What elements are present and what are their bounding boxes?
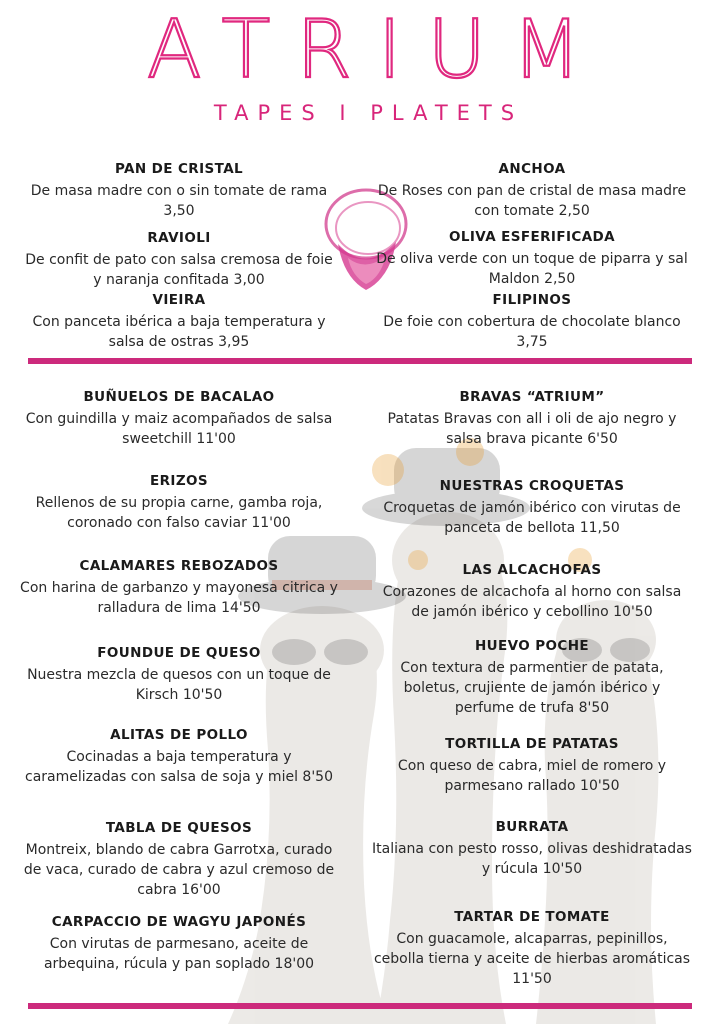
list-item xyxy=(20,557,338,618)
dish-name: BUÑUELOS DE BACALAO xyxy=(83,389,275,405)
section-divider xyxy=(28,358,692,364)
dish-description: Croquetas de jamón ibérico con virutas de panceta de bellota 11,50 xyxy=(383,500,681,536)
dish-name: LAS ALCACHOFAS xyxy=(462,562,602,578)
brand-subtitle: TAPES I PLATETS xyxy=(213,101,524,125)
dish-description: De masa madre con o sin tomate de rama 3,50 xyxy=(30,183,328,219)
dish-name: FOUNDUE DE QUESO xyxy=(97,645,261,661)
footer-divider xyxy=(28,1003,692,1009)
dish-name: ALITAS DE POLLO xyxy=(110,727,248,743)
dish-name: BURRATA xyxy=(495,819,569,835)
dish-name: RAVIOLI xyxy=(147,230,211,246)
dish-description: Con panceta ibérica a baja temperatura y salsa de ostras 3,95 xyxy=(32,314,326,350)
dish-description: De Roses con pan de cristal de masa madre con tomate 2,50 xyxy=(377,183,687,219)
dish-description: Montreix, blando de cabra Garrotxa, curado de vaca, curado de cabra y azul cremoso de cabra 16'00 xyxy=(23,842,335,898)
list-item xyxy=(372,291,692,352)
dish-description: Nuestra mezcla de quesos con un toque de Kirsch 10'50 xyxy=(27,667,331,703)
list-item xyxy=(20,472,338,533)
dish-name: OLIVA ESFERIFICADA xyxy=(448,229,616,245)
dish-description: Corazones de alcachofa al horno con salsa de jamón ibérico y cebollino 10'50 xyxy=(382,584,682,620)
list-item xyxy=(20,388,338,449)
dish-name: CALAMARES REBOZADOS xyxy=(79,558,279,574)
list-item xyxy=(372,908,692,989)
list-item xyxy=(20,644,338,705)
list-item xyxy=(20,726,338,787)
list-item xyxy=(372,160,692,221)
list-item xyxy=(372,477,692,538)
dish-name: HUEVO POCHE xyxy=(474,638,590,654)
brand-title: ATRIUM xyxy=(146,3,608,96)
dish-description: De oliva verde con un toque de piparra y sal Maldon 2,50 xyxy=(376,251,688,287)
list-item xyxy=(372,818,692,879)
dish-name: TORTILLA DE PATATAS xyxy=(445,736,619,752)
list-item xyxy=(20,291,338,352)
list-item xyxy=(372,735,692,796)
dish-description: Con textura de parmentier de patata, boletus, crujiente de jamón ibérico y perfume de trufa 8'50 xyxy=(400,660,664,716)
dish-name: BRAVAS “ATRIUM” xyxy=(459,389,605,405)
dish-name: TARTAR DE TOMATE xyxy=(454,909,610,925)
dish-description: Con virutas de parmesano, aceite de arbequina, rúcula y pan soplado 18'00 xyxy=(43,936,315,972)
list-item xyxy=(20,229,338,290)
dish-name: PAN DE CRISTAL xyxy=(114,161,244,177)
dish-description: Cocinadas a baja temperatura y caramelizadas con salsa de soja y miel 8'50 xyxy=(25,749,333,785)
list-item xyxy=(20,819,338,900)
dish-description: Con harina de garbanzo y mayonesa citrica y ralladura de lima 14'50 xyxy=(20,580,338,616)
dish-name: ANCHOA xyxy=(498,161,566,177)
list-item xyxy=(372,228,692,289)
list-item xyxy=(372,388,692,449)
dish-description: Italiana con pesto rosso, olivas deshidratadas y rúcula 10'50 xyxy=(372,841,692,877)
dish-name: TABLA DE QUESOS xyxy=(105,820,253,836)
dish-name: VIEIRA xyxy=(152,292,206,308)
dish-description: Rellenos de su propia carne, gamba roja, coronado con falso caviar 11'00 xyxy=(35,495,323,531)
dish-name: CARPACCIO DE WAGYU JAPONÉS xyxy=(51,914,307,930)
dish-description: Patatas Bravas con all i oli de ajo negro y salsa brava picante 6'50 xyxy=(387,411,677,447)
dish-description: De foie con cobertura de chocolate blanco 3,75 xyxy=(383,314,681,350)
list-item xyxy=(372,637,692,718)
dish-name: NUESTRAS CROQUETAS xyxy=(439,478,625,494)
list-item xyxy=(20,160,338,221)
list-item xyxy=(20,913,338,974)
dish-description: Con guacamole, alcaparras, pepinillos, cebolla tierna y aceite de hierbas aromáticas 11'50 xyxy=(373,931,691,987)
list-item xyxy=(372,561,692,622)
dish-description: Con queso de cabra, miel de romero y parmesano rallado 10'50 xyxy=(397,758,667,794)
dish-name: ERIZOS xyxy=(149,473,209,489)
dish-description: De confit de pato con salsa cremosa de foie y naranja confitada 3,00 xyxy=(25,252,333,288)
dish-description: Con guindilla y maiz acompañados de salsa sweetchill 11'00 xyxy=(25,411,333,447)
dish-name: FILIPINOS xyxy=(492,292,572,308)
